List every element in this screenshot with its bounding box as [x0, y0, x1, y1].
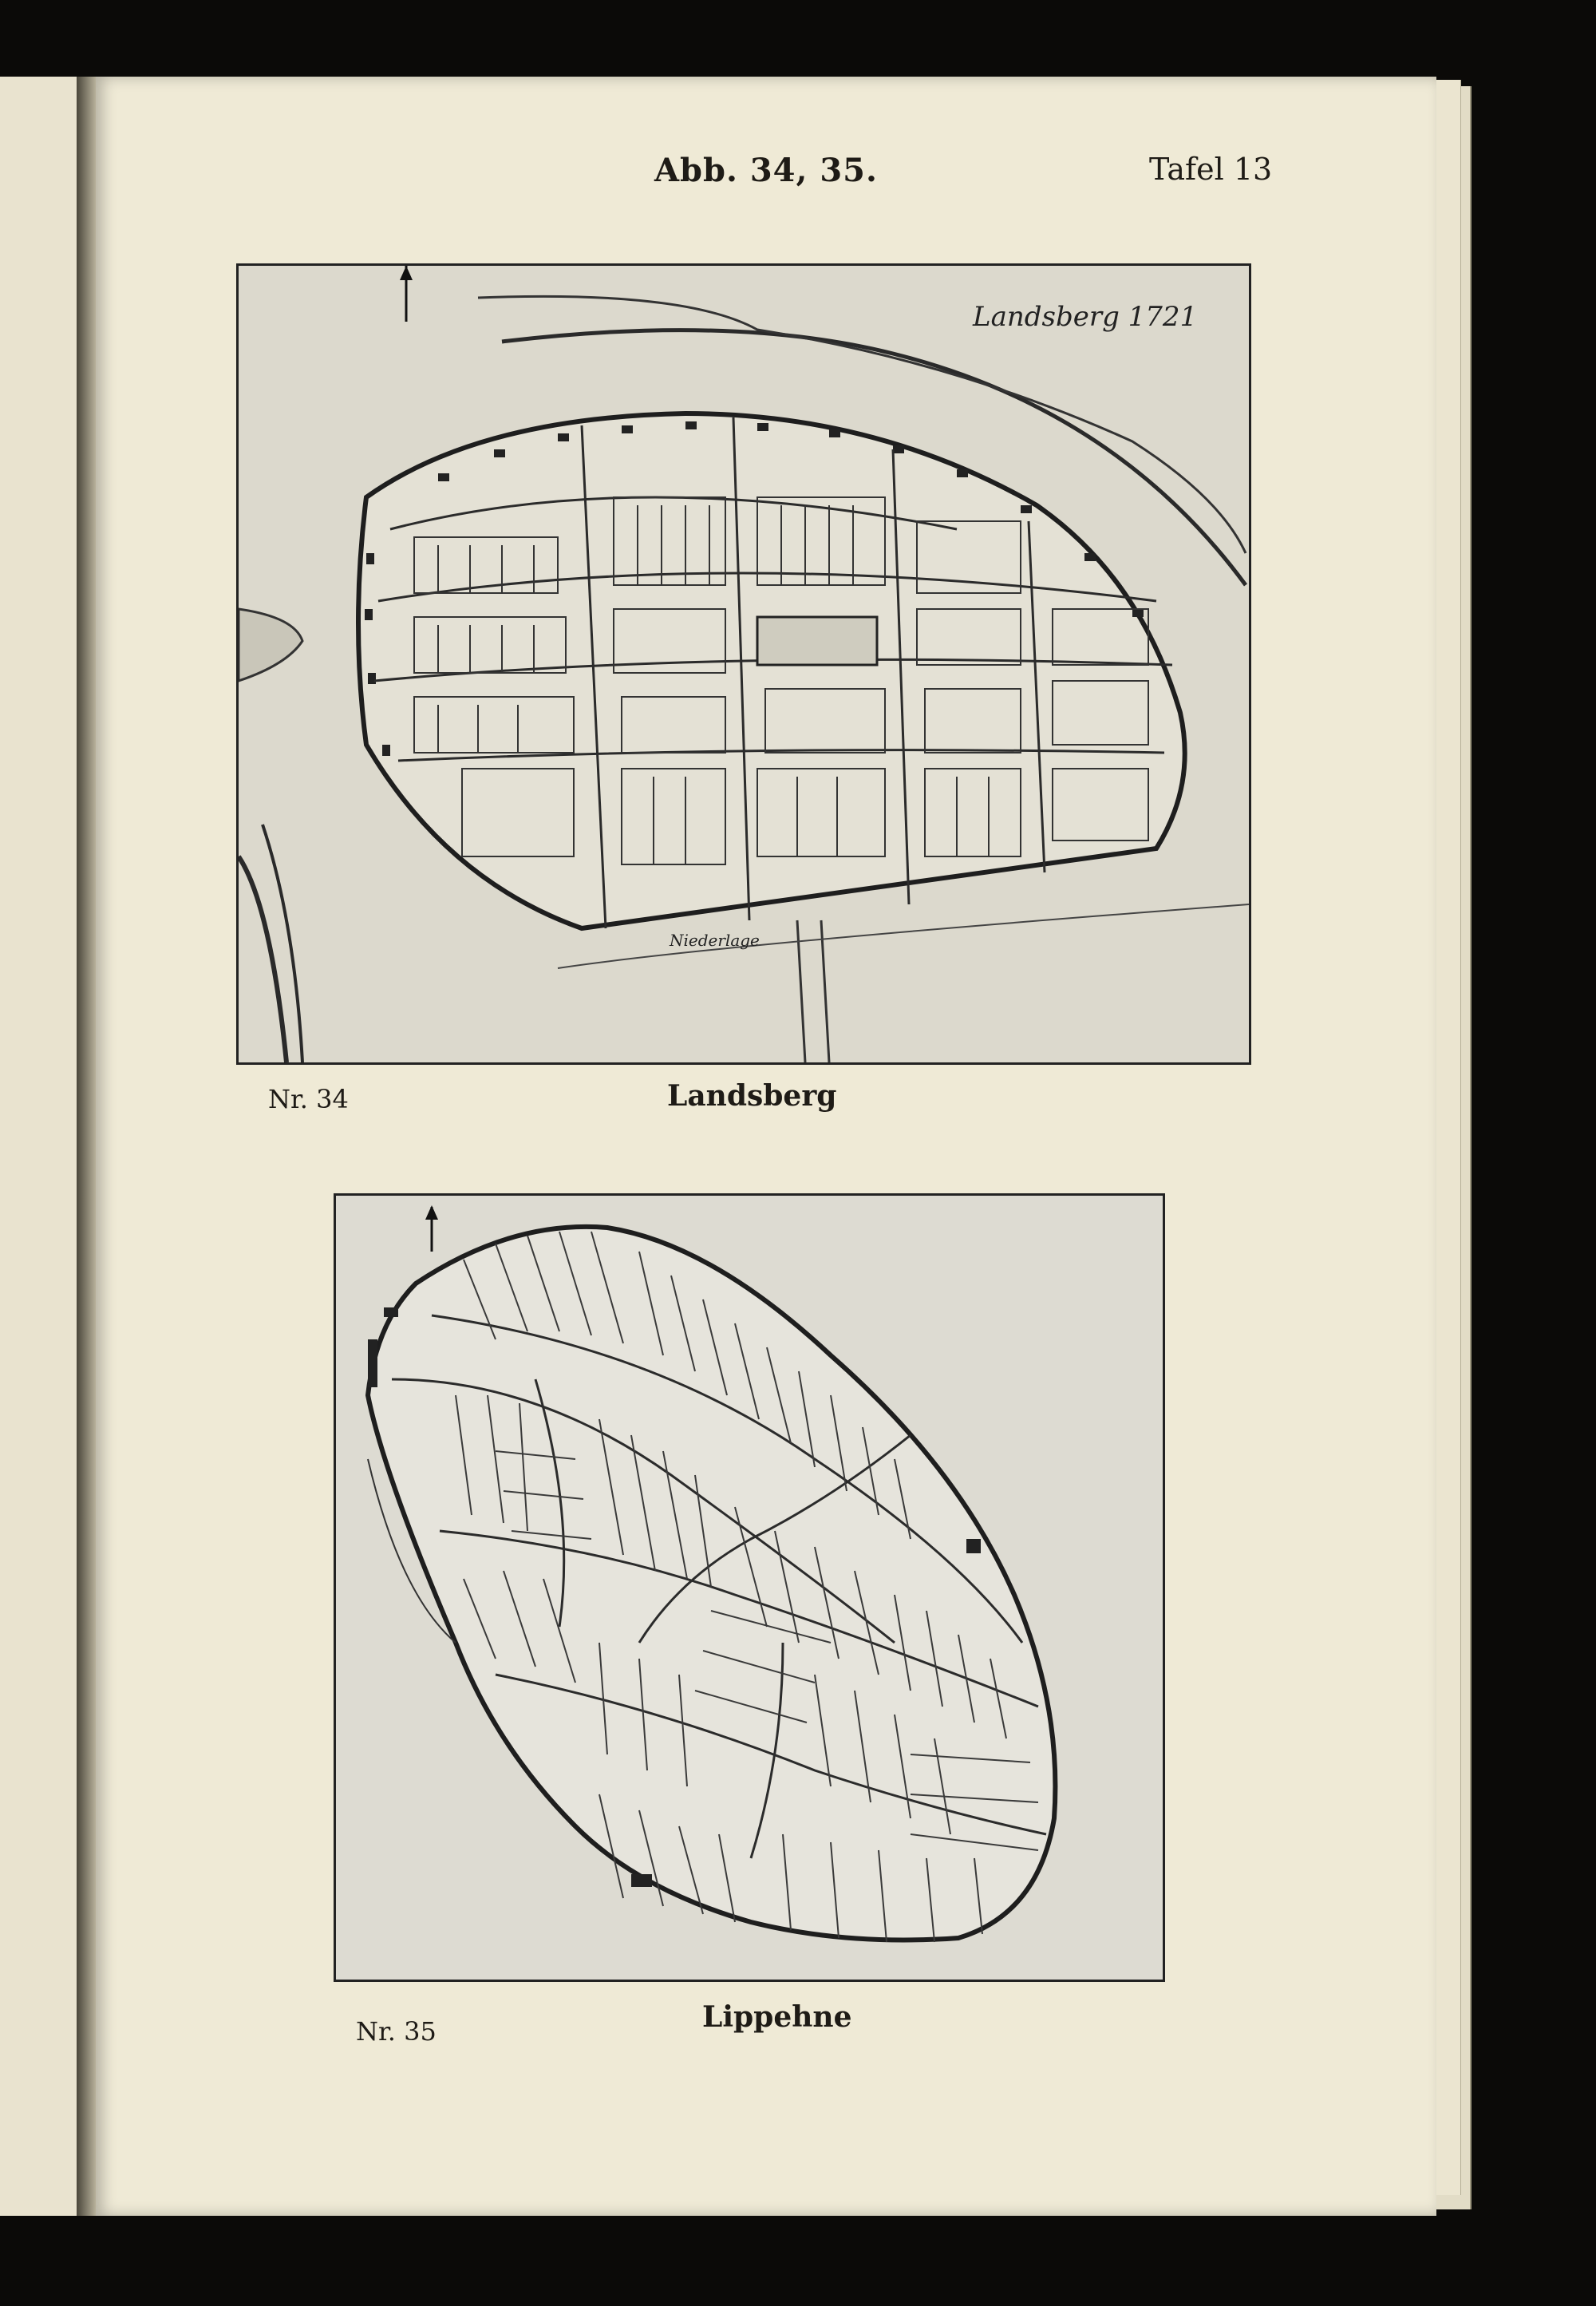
- map-lippehne: [334, 1193, 1165, 1982]
- plate-label: Tafel 13: [1149, 152, 1273, 187]
- figure-caption-lippehne: Lippehne: [702, 2000, 852, 2034]
- figure-number-35: Nr. 35: [356, 2016, 437, 2047]
- landsberg-map-drawing: [239, 266, 1249, 1062]
- page-stack-edge-inner: [1436, 80, 1461, 2195]
- figure-reference: Abb. 34, 35.: [654, 152, 878, 189]
- left-page-edge: [0, 77, 82, 2216]
- map-label-niederlage: Niederlage: [670, 931, 760, 950]
- map-annotation-title: Landsberg 1721: [973, 301, 1198, 333]
- figure-caption-landsberg: Landsberg: [667, 1079, 837, 1113]
- map-landsberg: [236, 263, 1251, 1065]
- lippehne-map-drawing: [336, 1196, 1163, 1980]
- figure-number-34: Nr. 34: [268, 1084, 349, 1114]
